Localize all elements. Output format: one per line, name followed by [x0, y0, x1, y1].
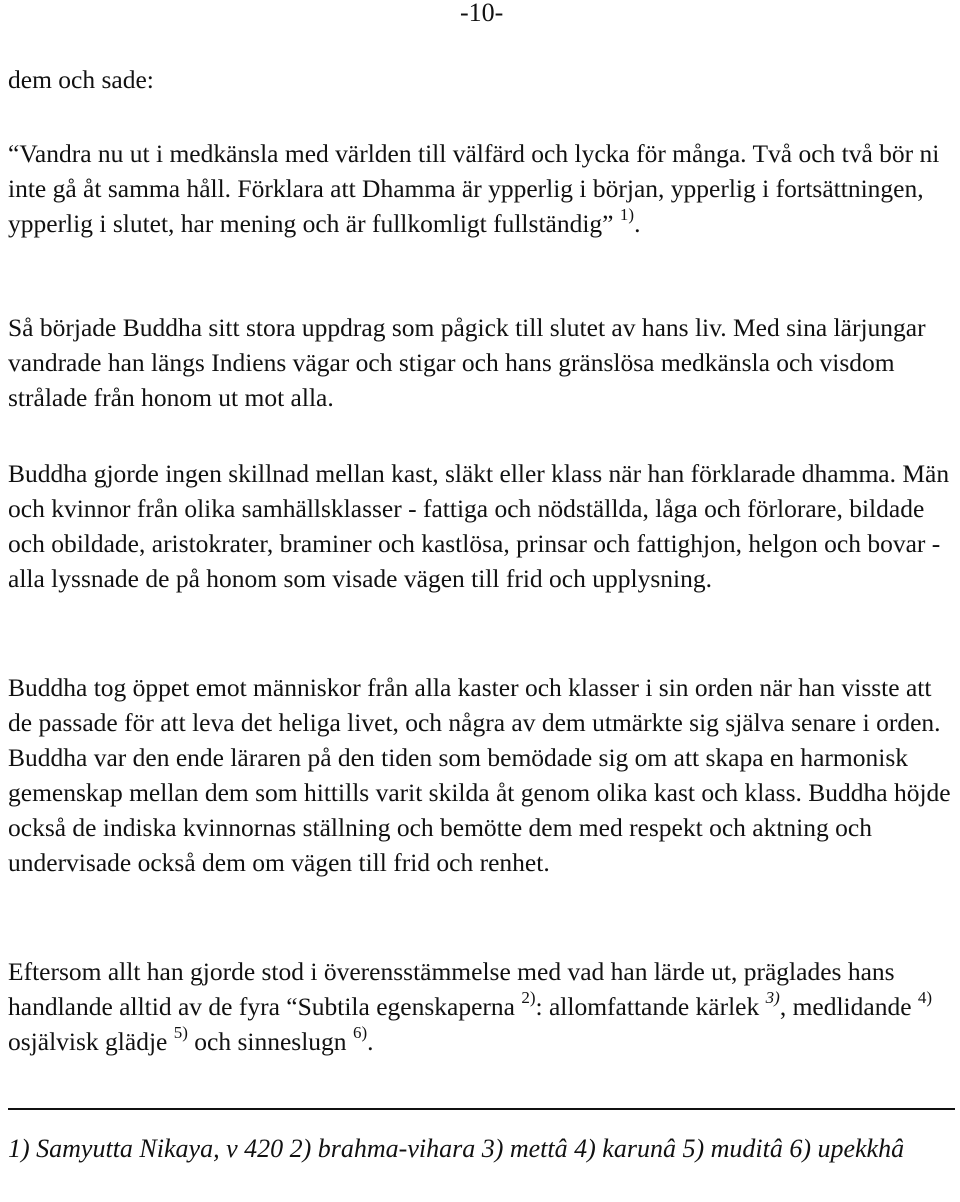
- footnote-ref-5: 5): [173, 1022, 188, 1042]
- paragraph-no-distinction: Buddha gjorde ingen skillnad mellan kast, släkt eller klass när han förklarade dhamma. Män och kvinnor från olika samhällsklasser - fattiga och nödställda, låga och förlorare, bildade och obildade, aristokrater, braminer och kastlösa, prinsar och fattighjon, helgon och bovar - alla lyssnade de på honom som visade vägen till frid och upplysning.: [8, 459, 950, 593]
- quote-period: .: [634, 209, 641, 238]
- page-number: -10-: [460, 0, 504, 27]
- paragraph-mission: Så började Buddha sitt stora uppdrag som pågick till slutet av hans liv. Med sina lärjungar vandrade han längs Indiens vägar och stigar och hans gränslösa medkänsla och visdom strålade från honom ut mot alla.: [8, 313, 926, 412]
- footnote-ref-1: 1): [619, 204, 635, 224]
- paragraph-order: Buddha tog öppet emot människor från alla kaster och klasser i sin orden när han visste att de passade för att leva det heliga livet, och några av dem utmärkte sig själva senare i orden. Buddha var den ende läraren på den tiden som bemödade sig om att skapa en harmonisk gemenskap mellan dem som hittills varit skilda åt genom olika kast och klass. Buddha höjde också de indiska kvinnornas ställning och bemötte dem med respekt och aktning och undervisade också dem om vägen till frid och renhet.: [8, 673, 951, 877]
- footnotes: 1) Samyutta Nikaya, v 420 2) brahma-vihara 3) mettâ 4) karunâ 5) muditâ 6) upekkhâ: [8, 1134, 905, 1163]
- footnote-ref-4: 4): [917, 987, 933, 1007]
- paragraph-quote: [8, 136, 956, 241]
- qualities-text-a: Eftersom allt han gjorde stod i överensstämmelse med vad han lärde ut, präglades hans handlande alltid av de fyra “Subtila egenskaperna: [8, 957, 895, 1021]
- footnote-ref-2: 2): [521, 987, 536, 1007]
- paragraph-qualities: [8, 954, 956, 1059]
- footnote-ref-6: 6): [352, 1022, 368, 1042]
- qualities-text-f: .: [367, 1027, 374, 1056]
- qualities-text-e: och sinneslugn: [187, 1027, 347, 1056]
- quote-text: “Vandra nu ut i medkänsla med världen till välfärd och lycka för många. Två och två bör ni inte gå åt samma håll. Förklara att Dhamma är ypperlig i början, ypperlig i fortsättningen, ypperlig i slutet, har mening och är fullkomligt fullständig”: [8, 139, 940, 238]
- qualities-text-d: osjälvisk glädje: [8, 1027, 168, 1056]
- qualities-text-c: , medlidande: [779, 992, 912, 1021]
- paragraph-intro: dem och sade:: [8, 65, 154, 94]
- footnote-divider: [8, 1108, 955, 1110]
- footnote-ref-3: 3): [765, 987, 780, 1007]
- qualities-text-b: : allomfattande kärlek: [535, 992, 760, 1021]
